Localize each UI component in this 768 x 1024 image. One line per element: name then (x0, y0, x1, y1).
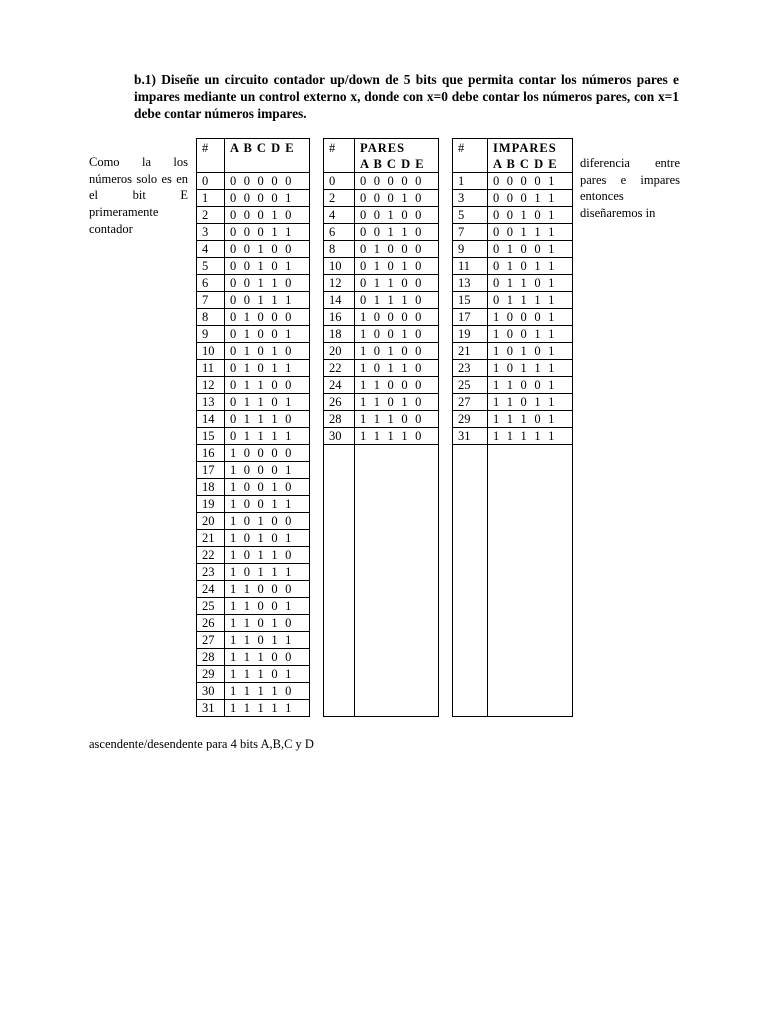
number-cell: 13 (453, 275, 488, 292)
number-cell: 7 (197, 292, 225, 309)
table-row (324, 224, 439, 241)
binary-code-cell: 0 1 1 1 0 (355, 292, 439, 309)
table-header-row (324, 139, 439, 173)
number-cell: 12 (197, 377, 225, 394)
binary-code-cell: 0 0 1 1 0 (225, 275, 310, 292)
table-header-row (453, 139, 573, 173)
table-row (197, 581, 310, 598)
table-row (453, 207, 573, 224)
number-cell: 3 (453, 190, 488, 207)
table-row (197, 530, 310, 547)
binary-code-cell: 0 1 1 0 1 (225, 394, 310, 411)
number-cell: 5 (197, 258, 225, 275)
table-row (324, 360, 439, 377)
binary-code-cell: 1 0 1 1 1 (225, 564, 310, 581)
table-row (324, 411, 439, 428)
binary-code-cell: 0 1 1 0 0 (225, 377, 310, 394)
table-row (453, 377, 573, 394)
empty-filler-row (453, 445, 573, 717)
binary-code-cell: 0 1 1 0 0 (355, 275, 439, 292)
binary-code-cell: 1 0 0 1 1 (488, 326, 573, 343)
binary-code-cell: 1 1 1 1 0 (355, 428, 439, 445)
even-numbers-table (323, 138, 439, 717)
binary-code-cell: 1 0 0 1 1 (225, 496, 310, 513)
empty-cell (355, 445, 439, 717)
binary-code-cell: 0 1 0 1 1 (488, 258, 573, 275)
binary-code-cell: 0 0 1 0 1 (225, 258, 310, 275)
number-cell: 2 (197, 207, 225, 224)
table-row (197, 445, 310, 462)
number-cell: 11 (453, 258, 488, 275)
number-cell: 16 (197, 445, 225, 462)
number-cell: 10 (324, 258, 355, 275)
table-row (197, 598, 310, 615)
binary-code-cell: 1 0 1 0 1 (225, 530, 310, 547)
table-row (324, 275, 439, 292)
table-row (324, 207, 439, 224)
number-cell: 4 (197, 241, 225, 258)
number-cell: 25 (197, 598, 225, 615)
full-count-table (196, 138, 310, 717)
binary-code-cell: 1 1 1 0 1 (488, 411, 573, 428)
table-row (453, 258, 573, 275)
number-cell: 23 (453, 360, 488, 377)
number-cell: 21 (453, 343, 488, 360)
table-row (453, 292, 573, 309)
number-cell: 8 (197, 309, 225, 326)
number-cell: 28 (197, 649, 225, 666)
table-row (197, 632, 310, 649)
table-row (197, 411, 310, 428)
table-row (197, 275, 310, 292)
table-row (324, 394, 439, 411)
number-cell: 8 (324, 241, 355, 258)
table-row (197, 462, 310, 479)
number-column-header: # (453, 139, 488, 173)
table-row (197, 496, 310, 513)
number-column-header: # (197, 139, 225, 173)
binary-code-cell: 1 0 1 1 1 (488, 360, 573, 377)
number-cell: 14 (197, 411, 225, 428)
binary-code-cell: 0 0 1 0 1 (488, 207, 573, 224)
number-cell: 3 (197, 224, 225, 241)
binary-code-cell: 0 0 0 0 0 (355, 173, 439, 190)
number-cell: 30 (324, 428, 355, 445)
number-cell: 18 (324, 326, 355, 343)
number-cell: 26 (324, 394, 355, 411)
number-cell: 6 (197, 275, 225, 292)
bits-header-line-2: A B C D E (360, 157, 425, 171)
table-row (197, 683, 310, 700)
bits-column-header (488, 139, 573, 173)
table-row (453, 343, 573, 360)
number-cell: 19 (197, 496, 225, 513)
number-cell: 12 (324, 275, 355, 292)
bits-column-header (355, 139, 439, 173)
binary-code-cell: 0 1 0 0 0 (225, 309, 310, 326)
number-cell: 13 (197, 394, 225, 411)
table-row (197, 207, 310, 224)
number-cell: 31 (453, 428, 488, 445)
table-row (324, 428, 439, 445)
table-row (197, 615, 310, 632)
table-row (453, 190, 573, 207)
empty-filler-row (324, 445, 439, 717)
binary-code-cell: 0 1 1 1 1 (225, 428, 310, 445)
binary-code-cell: 1 1 0 0 1 (225, 598, 310, 615)
binary-code-cell: 1 1 1 0 0 (355, 411, 439, 428)
table-row (453, 411, 573, 428)
table-row (197, 666, 310, 683)
binary-code-cell: 0 1 1 1 1 (488, 292, 573, 309)
table-row (324, 377, 439, 394)
bits-header-line-1: IMPARES (493, 141, 557, 155)
number-cell: 2 (324, 190, 355, 207)
binary-code-cell: 0 0 0 1 1 (488, 190, 573, 207)
binary-code-cell: 1 0 1 0 1 (488, 343, 573, 360)
binary-code-cell: 0 0 0 1 1 (225, 224, 310, 241)
table-row (453, 173, 573, 190)
table-row (197, 649, 310, 666)
binary-code-cell: 0 0 0 0 1 (225, 190, 310, 207)
number-cell: 17 (453, 309, 488, 326)
table-row (197, 394, 310, 411)
number-cell: 24 (324, 377, 355, 394)
empty-cell (488, 445, 573, 717)
binary-code-cell: 1 1 1 1 1 (488, 428, 573, 445)
number-cell: 20 (324, 343, 355, 360)
empty-cell (324, 445, 355, 717)
number-cell: 4 (324, 207, 355, 224)
table-row (197, 513, 310, 530)
empty-cell (453, 445, 488, 717)
number-cell: 5 (453, 207, 488, 224)
binary-code-cell: 0 0 1 1 0 (355, 224, 439, 241)
odd-numbers-table (452, 138, 573, 717)
number-cell: 22 (324, 360, 355, 377)
binary-code-cell: 1 0 1 0 0 (225, 513, 310, 530)
number-cell: 30 (197, 683, 225, 700)
number-cell: 26 (197, 615, 225, 632)
table-row (197, 428, 310, 445)
number-cell: 18 (197, 479, 225, 496)
binary-code-cell: 1 0 0 0 0 (355, 309, 439, 326)
table-row (324, 309, 439, 326)
binary-code-cell: 1 1 1 1 1 (225, 700, 310, 717)
number-cell: 10 (197, 343, 225, 360)
number-cell: 0 (197, 173, 225, 190)
binary-code-cell: 0 0 0 1 0 (225, 207, 310, 224)
table-row (324, 173, 439, 190)
number-cell: 1 (453, 173, 488, 190)
binary-code-cell: 0 0 1 1 1 (225, 292, 310, 309)
number-cell: 15 (197, 428, 225, 445)
number-cell: 6 (324, 224, 355, 241)
table-row (324, 326, 439, 343)
binary-code-cell: 1 0 1 1 0 (355, 360, 439, 377)
table-row (197, 700, 310, 717)
table-row (197, 547, 310, 564)
table-row (453, 360, 573, 377)
binary-code-cell: 1 1 0 1 1 (488, 394, 573, 411)
table-row (197, 326, 310, 343)
table-row (453, 309, 573, 326)
binary-code-cell: 1 1 0 1 0 (355, 394, 439, 411)
number-cell: 23 (197, 564, 225, 581)
binary-code-cell: 0 1 0 1 1 (225, 360, 310, 377)
number-cell: 14 (324, 292, 355, 309)
table-row (453, 428, 573, 445)
binary-code-cell: 1 1 0 0 0 (225, 581, 310, 598)
bits-header-line-1: A B C D E (230, 141, 295, 155)
table-row (453, 394, 573, 411)
bits-column-header (225, 139, 310, 173)
table-row (197, 377, 310, 394)
table-row (197, 190, 310, 207)
binary-code-cell: 1 0 0 0 1 (225, 462, 310, 479)
table-row (197, 224, 310, 241)
binary-code-cell: 0 1 0 0 1 (225, 326, 310, 343)
number-cell: 0 (324, 173, 355, 190)
number-cell: 16 (324, 309, 355, 326)
number-cell: 1 (197, 190, 225, 207)
binary-code-cell: 0 0 0 0 1 (488, 173, 573, 190)
table-row (197, 292, 310, 309)
binary-code-cell: 1 0 1 0 0 (355, 343, 439, 360)
binary-code-cell: 1 0 1 1 0 (225, 547, 310, 564)
binary-code-cell: 1 1 1 0 1 (225, 666, 310, 683)
table-row (197, 479, 310, 496)
table-header-row (197, 139, 310, 173)
binary-code-cell: 1 0 0 1 0 (355, 326, 439, 343)
bits-header-line-1: PARES (360, 141, 406, 155)
binary-code-cell: 1 0 0 1 0 (225, 479, 310, 496)
table-row (453, 224, 573, 241)
number-cell: 24 (197, 581, 225, 598)
binary-code-cell: 1 0 0 0 0 (225, 445, 310, 462)
number-cell: 31 (197, 700, 225, 717)
left-margin-text: Como la los números solo es en el bit E primeramente contador (89, 155, 188, 236)
binary-code-cell: 1 1 0 1 0 (225, 615, 310, 632)
table-row (324, 241, 439, 258)
table-row (197, 241, 310, 258)
bits-header-line-2: A B C D E (493, 157, 558, 171)
number-cell: 29 (453, 411, 488, 428)
binary-code-cell: 0 1 0 0 1 (488, 241, 573, 258)
number-column-header: # (324, 139, 355, 173)
continuation-text: ascendente/desendente para 4 bits A,B,C y D (89, 737, 314, 751)
binary-code-cell: 1 1 0 0 1 (488, 377, 573, 394)
binary-code-cell: 1 1 0 1 1 (225, 632, 310, 649)
number-cell: 20 (197, 513, 225, 530)
binary-code-cell: 0 0 1 0 0 (225, 241, 310, 258)
table-row (197, 173, 310, 190)
number-cell: 15 (453, 292, 488, 309)
binary-code-cell: 1 0 0 0 1 (488, 309, 573, 326)
table-row (197, 309, 310, 326)
binary-code-cell: 0 0 1 0 0 (355, 207, 439, 224)
table-row (324, 343, 439, 360)
table-row (197, 360, 310, 377)
table-row (324, 292, 439, 309)
binary-code-cell: 0 0 1 1 1 (488, 224, 573, 241)
table-row (324, 190, 439, 207)
number-cell: 25 (453, 377, 488, 394)
problem-statement: b.1) Diseñe un circuito contador up/down de 5 bits que permita contar los números pares e impares mediante un control externo x, donde con x=0 debe contar los números pares, con x=1 debe contar números impares. (134, 72, 679, 121)
number-cell: 29 (197, 666, 225, 683)
number-cell: 19 (453, 326, 488, 343)
number-cell: 17 (197, 462, 225, 479)
number-cell: 21 (197, 530, 225, 547)
number-cell: 9 (197, 326, 225, 343)
number-cell: 9 (453, 241, 488, 258)
number-cell: 7 (453, 224, 488, 241)
table-row (453, 275, 573, 292)
table-row (324, 258, 439, 275)
table-row (197, 564, 310, 581)
binary-code-cell: 0 1 1 0 1 (488, 275, 573, 292)
number-cell: 28 (324, 411, 355, 428)
binary-code-cell: 0 1 1 1 0 (225, 411, 310, 428)
table-row (197, 343, 310, 360)
number-cell: 27 (453, 394, 488, 411)
binary-code-cell: 0 0 0 1 0 (355, 190, 439, 207)
table-row (453, 326, 573, 343)
number-cell: 27 (197, 632, 225, 649)
binary-code-cell: 1 1 1 1 0 (225, 683, 310, 700)
table-row (197, 258, 310, 275)
binary-code-cell: 0 0 0 0 0 (225, 173, 310, 190)
binary-code-cell: 0 1 0 0 0 (355, 241, 439, 258)
binary-code-cell: 1 1 0 0 0 (355, 377, 439, 394)
table-row (453, 241, 573, 258)
right-margin-text: diferencia entre pares e impares entonces diseñaremos in (580, 156, 680, 221)
number-cell: 22 (197, 547, 225, 564)
number-cell: 11 (197, 360, 225, 377)
binary-code-cell: 0 1 0 1 0 (225, 343, 310, 360)
binary-code-cell: 1 1 1 0 0 (225, 649, 310, 666)
binary-code-cell: 0 1 0 1 0 (355, 258, 439, 275)
